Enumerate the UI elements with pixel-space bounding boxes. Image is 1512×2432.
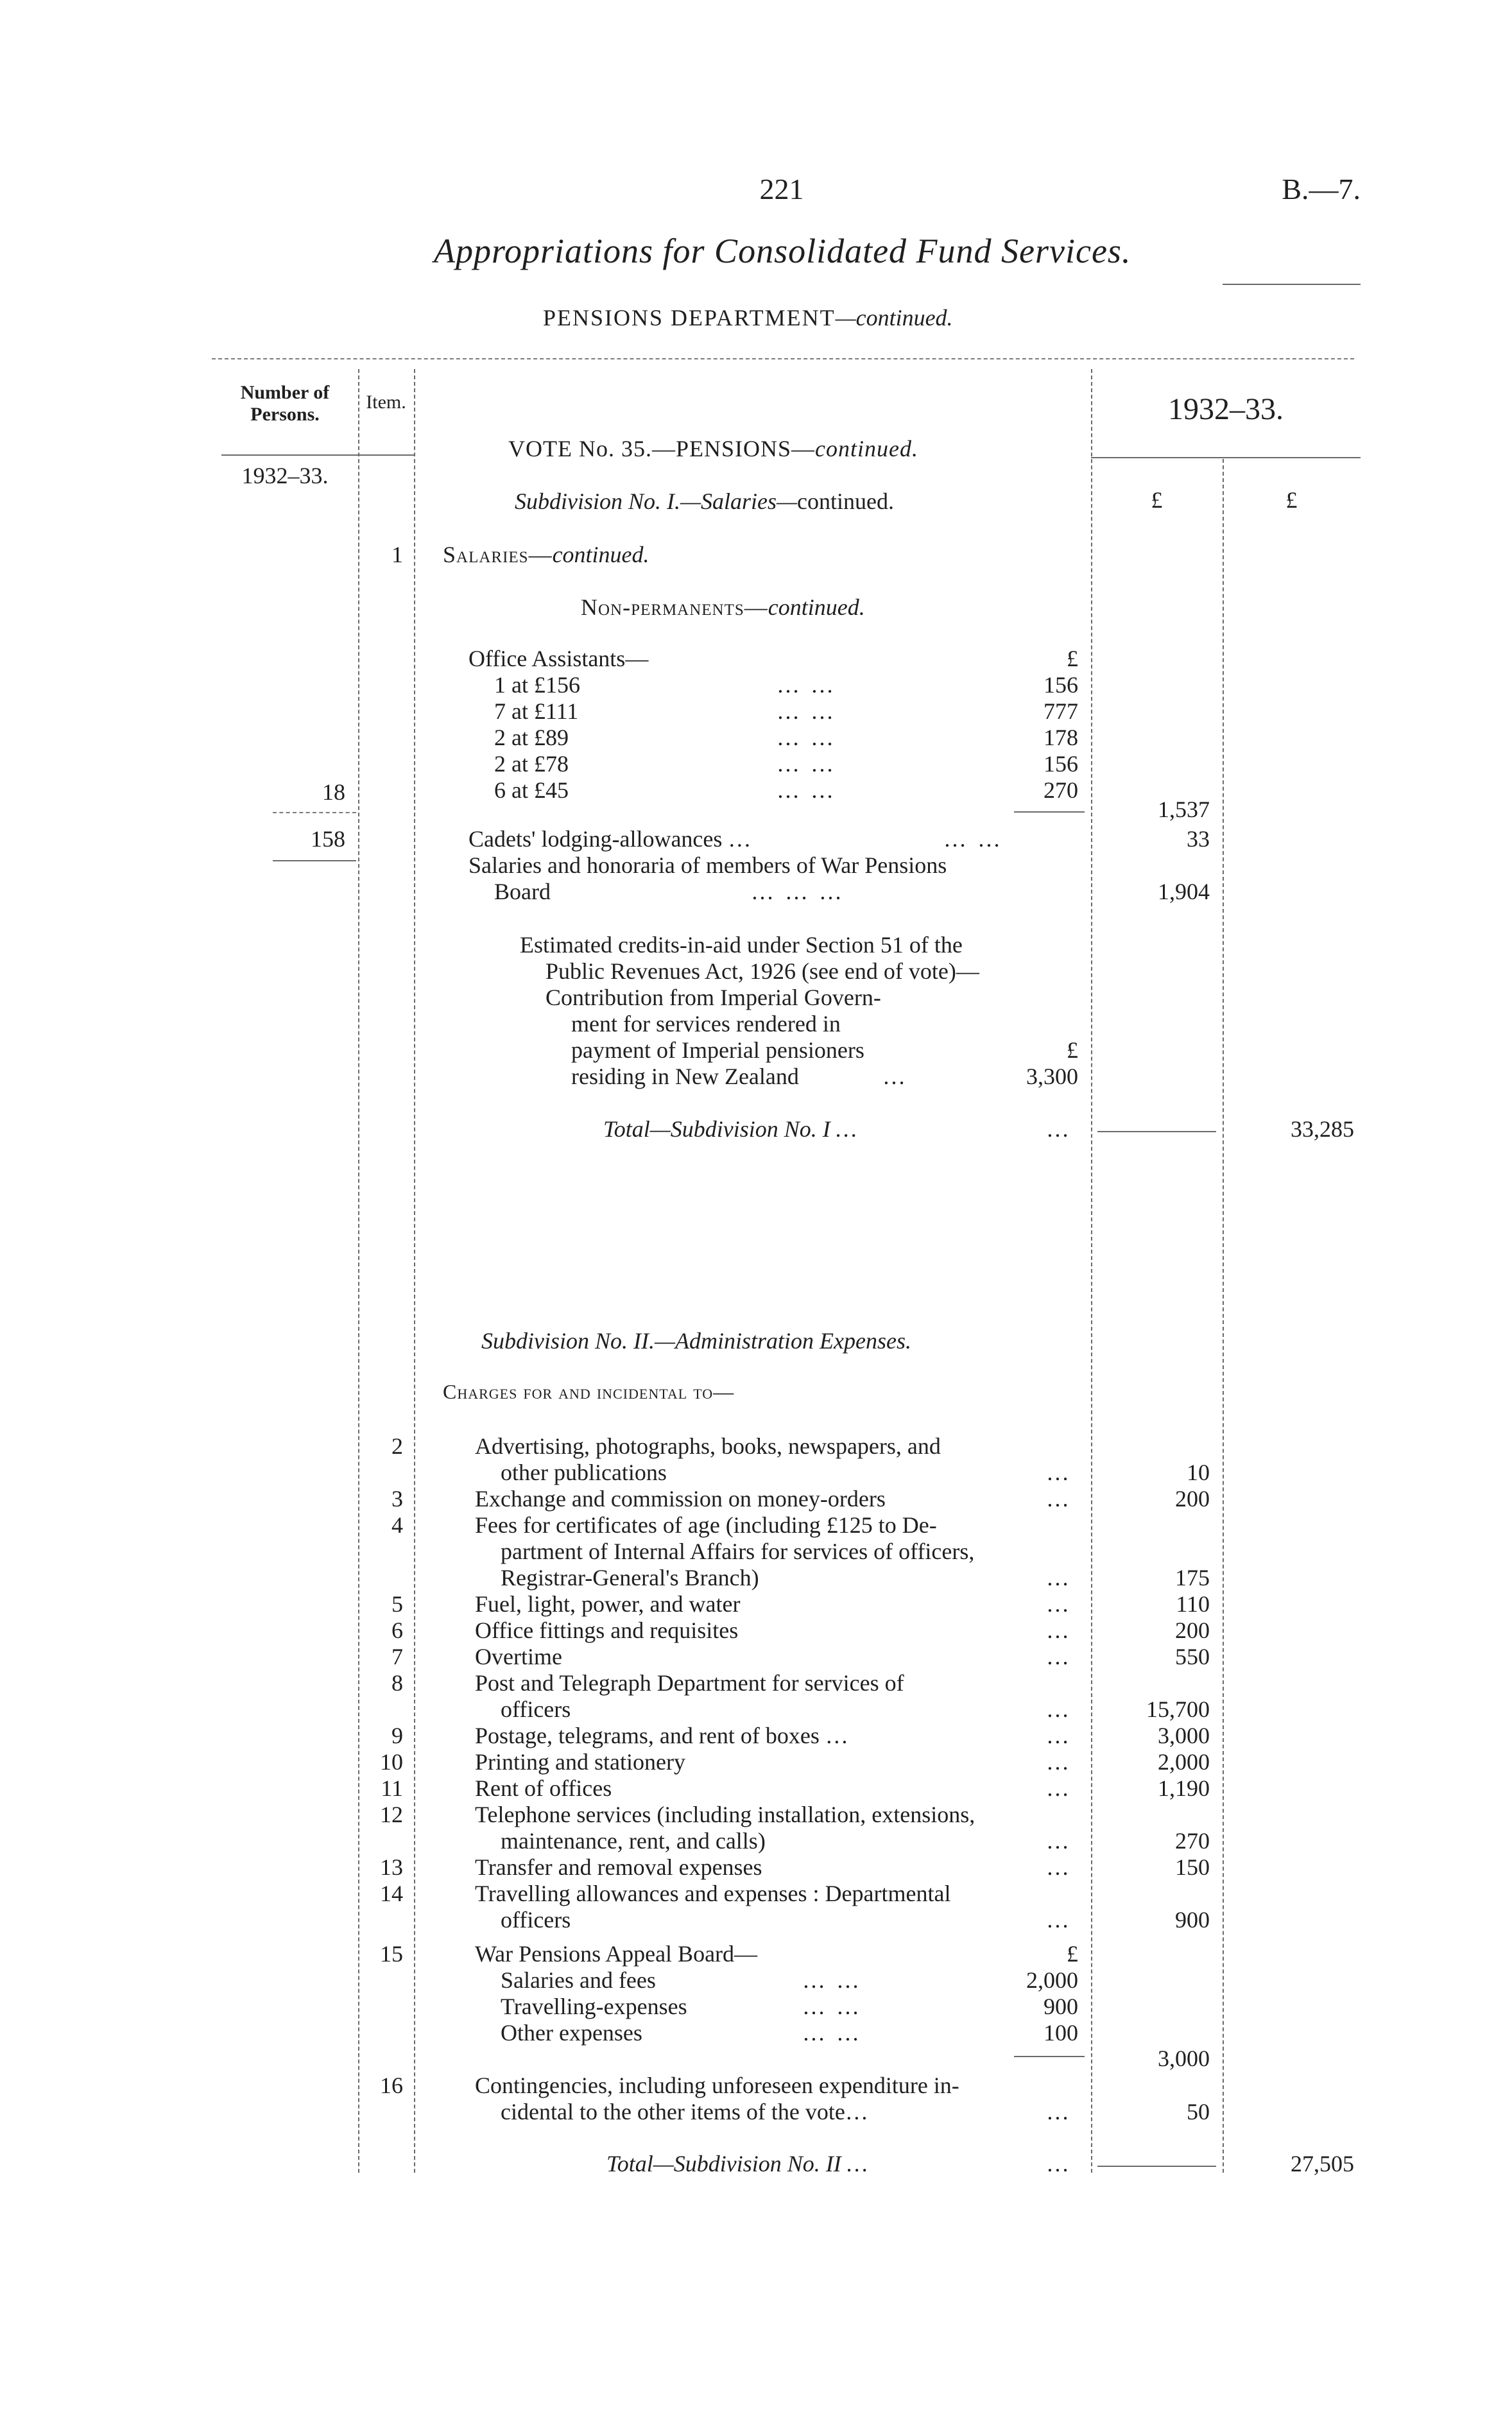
item-description-line: Travelling allowances and expenses : Departmental	[475, 1881, 951, 1906]
item-description-divider	[414, 369, 415, 2173]
subdivision-2-total: 27,505	[1291, 2151, 1354, 2177]
item-amount: 1,190	[1158, 1775, 1210, 1801]
contingencies-amount: 50	[1187, 2099, 1210, 2125]
grade-leader-dots: … …	[777, 698, 836, 724]
item-description-line: Printing and stationery	[475, 1749, 685, 1775]
item-number: 3	[391, 1486, 403, 1512]
item-number: 14	[380, 1881, 403, 1906]
grade-leader-dots: … …	[777, 672, 836, 698]
non-permanents-suffix: continued.	[768, 594, 865, 620]
non-permanents-heading	[581, 594, 865, 621]
item-amount: 15,700	[1146, 1696, 1210, 1722]
item-leader-dots: …	[1046, 1723, 1072, 1748]
appeal-board-sub-amount: 900	[1044, 1994, 1078, 2019]
item-number: 7	[391, 1644, 403, 1669]
vote-title	[508, 435, 918, 462]
appeal-board-sub-dots: … …	[802, 1967, 862, 1993]
item-description-line: Registrar-General's Branch)	[501, 1565, 759, 1591]
grade-leader-dots: … …	[777, 751, 836, 777]
grades-subtotal-rule	[1014, 811, 1085, 813]
item-description-line: Office fittings and requisites	[475, 1617, 739, 1643]
item-description-line: other publications	[501, 1460, 667, 1485]
persons-year-header: 1932–33.	[241, 463, 329, 488]
item-number: 13	[380, 1854, 403, 1880]
item-number: 11	[381, 1775, 403, 1801]
item-amount: 175	[1175, 1565, 1210, 1591]
salaries-suffix: continued.	[552, 542, 649, 567]
credits-line: Contribution from Imperial Govern-	[546, 985, 881, 1010]
item-leader-dots: …	[1046, 1591, 1072, 1617]
subdivision-1-total-dots: …	[1046, 1116, 1072, 1142]
total-column-currency: £	[1285, 487, 1298, 513]
cadets-allowances-amount: 33	[1187, 826, 1210, 852]
persons-header-rule	[221, 454, 414, 456]
subdivision-1-heading	[515, 488, 894, 515]
credits-amount: 3,300	[1026, 1064, 1078, 1089]
item-amount: 550	[1175, 1644, 1210, 1669]
cadets-leader-dots: … …	[943, 826, 1003, 852]
vote-title-suffix: continued.	[815, 436, 918, 461]
document-reference: B.—7.	[1282, 173, 1361, 205]
grade-label: 7 at £111	[494, 698, 579, 724]
item-description-line: Exchange and commission on money-orders	[475, 1486, 886, 1512]
appeal-board-sub-label: Travelling-expenses	[501, 1994, 687, 2019]
credits-line: Public Revenues Act, 1926 (see end of vote)—	[546, 958, 979, 984]
appeal-board-sub-label: Salaries and fees	[501, 1967, 656, 1993]
page-number: 221	[759, 173, 804, 205]
item-description-line: officers	[501, 1696, 571, 1722]
item-16-number: 16	[380, 2073, 403, 2098]
item-description-line: Rent of offices	[475, 1775, 612, 1801]
item-description-line: Post and Telegraph Department for services of	[475, 1670, 904, 1696]
credits-line: payment of Imperial pensioners	[571, 1037, 864, 1063]
item-description-line: partment of Internal Affairs for services of officers,	[501, 1539, 975, 1564]
grade-amount: 178	[1044, 725, 1078, 750]
persons-total-rule	[273, 860, 356, 861]
item-amount: 150	[1175, 1854, 1210, 1880]
item-leader-dots: …	[1046, 1617, 1072, 1643]
contingencies-line1: Contingencies, including unforeseen expenditure in-	[475, 2073, 959, 2098]
item-description-line: officers	[501, 1907, 571, 1933]
table-top-rule	[212, 358, 1354, 359]
grade-amount: 156	[1044, 672, 1078, 698]
amount-column-currency: £	[1151, 487, 1163, 513]
item-amount: 200	[1175, 1486, 1210, 1512]
item-number: 10	[380, 1749, 403, 1775]
appeal-board-currency: £	[1067, 1941, 1078, 1967]
appeal-board-sub-dots: … …	[802, 2020, 862, 2046]
item-description-line: Postage, telegrams, and rent of boxes …	[475, 1723, 848, 1748]
item-amount: 10	[1187, 1460, 1210, 1485]
year-header: 1932–33.	[1168, 392, 1284, 426]
year-header-rule	[1091, 457, 1361, 458]
description-amount-divider	[1091, 369, 1092, 2173]
item-15-number: 15	[380, 1941, 403, 1967]
appeal-board-label: War Pensions Appeal Board—	[475, 1941, 758, 1967]
item-leader-dots: …	[1046, 1775, 1072, 1801]
item-leader-dots: …	[1046, 1460, 1072, 1485]
item-leader-dots: …	[1046, 1749, 1072, 1775]
item-amount: 200	[1175, 1617, 1210, 1643]
salaries-label: Salaries—	[443, 542, 553, 567]
appeal-board-total: 3,000	[1158, 2046, 1210, 2071]
board-salaries-amount: 1,904	[1158, 879, 1210, 904]
contingencies-line2: cidental to the other items of the vote…	[501, 2099, 868, 2125]
salaries-heading	[443, 541, 649, 568]
page-title: Appropriations for Consolidated Fund Services.	[434, 232, 1131, 270]
appeal-board-subtotal-rule	[1014, 2056, 1085, 2057]
item-leader-dots: …	[1046, 1486, 1072, 1512]
item-description-line: Overtime	[475, 1644, 562, 1669]
grade-leader-dots: … …	[777, 725, 836, 750]
grade-label: 2 at £78	[494, 751, 569, 777]
credits-line: ment for services rendered in	[571, 1011, 841, 1037]
subdivision-2-total-label: Total—Subdivision No. II …	[606, 2151, 868, 2177]
item-amount: 2,000	[1158, 1749, 1210, 1775]
item-number: 6	[391, 1617, 403, 1643]
item-amount: 900	[1175, 1907, 1210, 1933]
office-assistants-label: Office Assistants—	[468, 646, 649, 671]
appeal-board-sub-label: Other expenses	[501, 2020, 642, 2046]
item-leader-dots: …	[1046, 1565, 1072, 1591]
persons-count-18: 18	[322, 779, 345, 805]
header-rule	[1223, 284, 1361, 285]
item-number: 4	[391, 1512, 403, 1538]
grade-amount: 270	[1044, 777, 1078, 803]
item-description-line: Fuel, light, power, and water	[475, 1591, 741, 1617]
item-description-line: Telephone services (including installation, extensions,	[475, 1802, 975, 1827]
item-description-line: Transfer and removal expenses	[475, 1854, 762, 1880]
item-amount: 110	[1176, 1591, 1210, 1617]
grade-amount: 156	[1044, 751, 1078, 777]
subdivision-1-suffix: continued.	[797, 488, 894, 514]
item-description-line: maintenance, rent, and calls)	[501, 1828, 766, 1854]
number-of-persons-header: Number of Persons.	[240, 382, 330, 425]
credits-line: Estimated credits-in-aid under Section 51 of the	[520, 932, 963, 958]
board-salaries-line1: Salaries and honoraria of members of War Pensions	[468, 852, 947, 878]
non-permanents-label: Non-permanents—	[581, 594, 768, 620]
persons-count-158: 158	[311, 826, 345, 852]
charges-heading: Charges for and incidental to—	[443, 1380, 735, 1403]
department-suffix: —continued.	[835, 305, 953, 331]
item-number: 2	[391, 1433, 403, 1459]
department-heading	[543, 304, 953, 331]
appeal-board-sub-amount: 100	[1044, 2020, 1078, 2046]
credits-currency: £	[1067, 1037, 1078, 1063]
persons-subtotal-rule	[273, 812, 356, 813]
subdivision-1-total: 33,285	[1291, 1116, 1354, 1142]
board-leader-dots: … … …	[751, 879, 845, 904]
grade-label: 6 at £45	[494, 777, 569, 803]
grade-label: 1 at £156	[494, 672, 580, 698]
grade-amount: 777	[1044, 698, 1078, 724]
subdivision-2-heading: Subdivision No. II.—Administration Expenses.	[481, 1328, 911, 1354]
item-1-number: 1	[391, 542, 403, 567]
board-salaries-line2: Board	[494, 879, 551, 904]
appeal-board-sub-amount: 2,000	[1026, 1967, 1078, 1993]
contingencies-dots: …	[1046, 2099, 1072, 2125]
grade-label: 2 at £89	[494, 725, 569, 750]
credits-leader-dots: …	[882, 1064, 908, 1089]
item-number: 8	[391, 1670, 403, 1696]
item-header: Item.	[366, 392, 406, 413]
item-leader-dots: …	[1046, 1644, 1072, 1669]
subdivision-1-title: Subdivision No. I.—Salaries—	[515, 488, 798, 514]
office-assistants-total: 1,537	[1158, 797, 1210, 822]
department-name: PENSIONS DEPARTMENT	[543, 305, 836, 331]
subdivision-1-total-rule	[1097, 1131, 1216, 1132]
grade-leader-dots: … …	[777, 777, 836, 803]
subdivision-2-total-rule	[1097, 2166, 1216, 2167]
item-number: 12	[380, 1802, 403, 1827]
cadets-allowances-label: Cadets' lodging-allowances …	[468, 826, 752, 852]
subdivision-2-total-dots: …	[1046, 2151, 1072, 2177]
item-description-line: Fees for certificates of age (including £125 to De-	[475, 1512, 937, 1538]
item-leader-dots: …	[1046, 1854, 1072, 1880]
appeal-board-sub-dots: … …	[802, 1994, 862, 2019]
item-amount: 3,000	[1158, 1723, 1210, 1748]
item-number: 5	[391, 1591, 403, 1617]
item-amount: 270	[1175, 1828, 1210, 1854]
item-number: 9	[391, 1723, 403, 1748]
subdivision-1-total-label: Total—Subdivision No. I …	[603, 1116, 857, 1142]
credits-line: residing in New Zealand	[571, 1064, 799, 1089]
item-description-line: Advertising, photographs, books, newspapers, and	[475, 1433, 941, 1459]
item-leader-dots: …	[1046, 1828, 1072, 1854]
item-leader-dots: …	[1046, 1907, 1072, 1933]
office-assistants-currency: £	[1067, 646, 1078, 671]
item-leader-dots: …	[1046, 1696, 1072, 1722]
amount-total-divider	[1223, 459, 1224, 2173]
vote-title-text: VOTE No. 35.—PENSIONS—	[508, 436, 816, 461]
